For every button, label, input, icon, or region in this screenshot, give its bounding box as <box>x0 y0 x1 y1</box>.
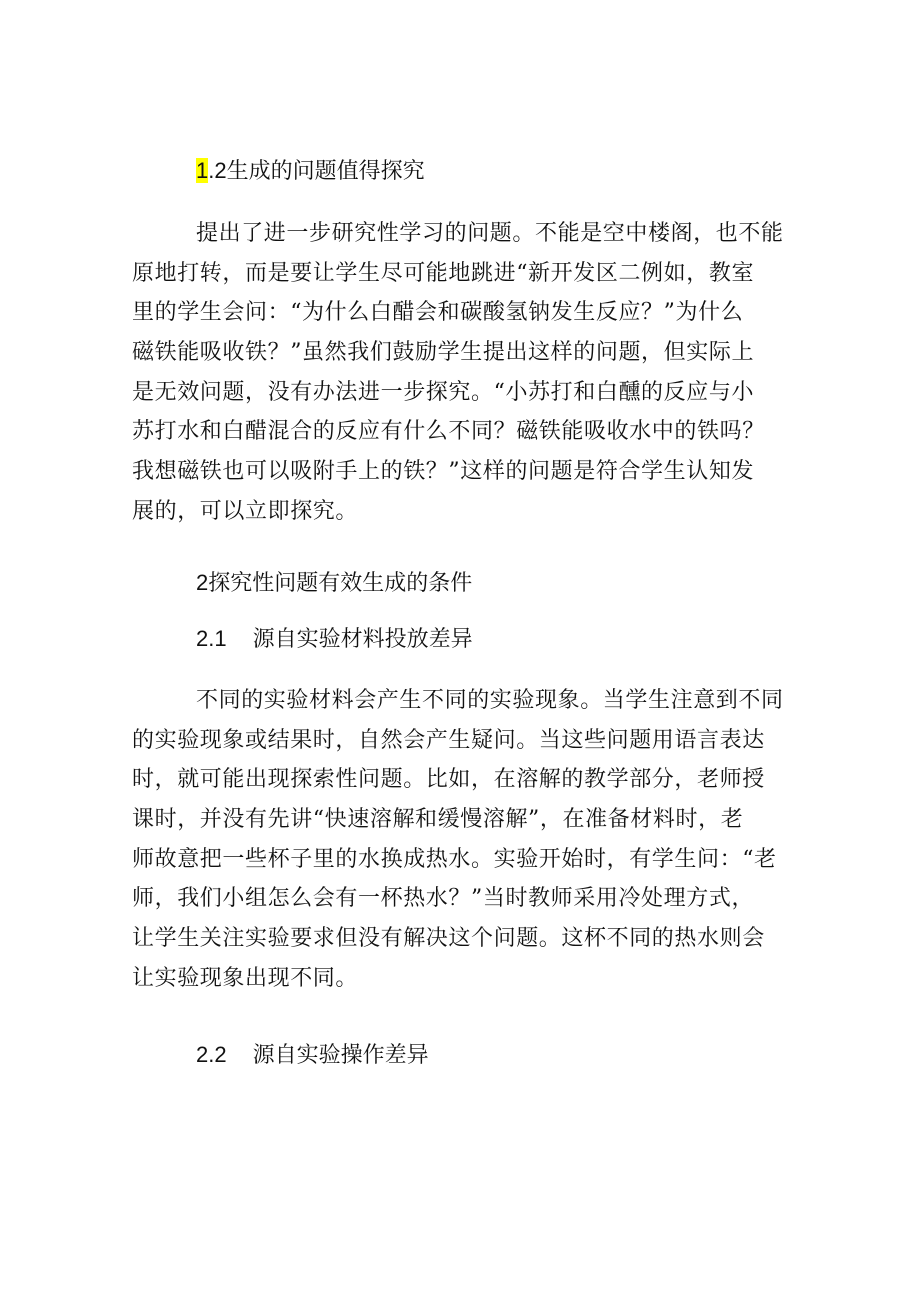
paragraph-line: 提出了进一步研究性学习的问题。不能是空中楼阁，也不能 <box>196 221 784 246</box>
paragraph-line: 苏打水和白醋混合的反应有什么不同？磁铁能吸收水中的铁吗？ <box>132 419 765 445</box>
paragraph-line: 我想磁铁也可以吸附手上的铁？”这样的问题是符合学生认知发 <box>132 459 755 485</box>
paragraph-line: 时，就可能出现探索性问题。比如，在溶解的教学部分，老师授 <box>132 767 765 793</box>
highlighted-number: 1 <box>196 158 209 183</box>
paragraph-line: 让学生关注实验要求但没有解决这个问题。这杯不同的热水则会 <box>132 926 765 952</box>
paragraph-line: 师故意把一些杯子里的水换成热水。实验开始时，有学生问：“老 <box>132 846 777 872</box>
paragraph-line: 展的，可以立即探究。 <box>132 498 359 524</box>
section-title: 源自实验材料投放差异 <box>252 627 473 652</box>
paragraph-1 <box>132 214 800 532</box>
section-title: 源自实验操作差异 <box>252 1043 429 1068</box>
section-heading-2 <box>196 563 472 603</box>
paragraph-line: 不同的实验材料会产生不同的实验现象。当学生注意到不同 <box>196 688 784 713</box>
paragraph-line: 师，我们小组怎么会有一杯热水？”当时教师采用冷处理方式， <box>132 886 755 912</box>
section-number: .2 <box>208 158 227 183</box>
section-number: 2 <box>196 570 209 595</box>
paragraph-line: 课时，并没有先讲“快速溶解和缓慢溶解”，在准备材料时，老 <box>132 807 744 833</box>
paragraph-2 <box>132 681 800 999</box>
paragraph-line: 原地打转，而是要让学生尽可能地跳进“新开发区二例如，教室 <box>132 260 755 286</box>
paragraph-line: 让实验现象出现不同。 <box>132 965 359 991</box>
section-heading-2-2 <box>196 1035 429 1075</box>
paragraph-line: 里的学生会问：“为什么白醋会和碳酸氢钠发生反应？”为什么 <box>132 300 744 326</box>
paragraph-line: 的实验现象或结果时，自然会产生疑问。当这些问题用语言表达 <box>132 727 765 753</box>
section-title: 生成的问题值得探究 <box>226 159 425 184</box>
section-number: 2.1 <box>196 626 227 651</box>
section-heading-1-2 <box>196 151 425 191</box>
section-heading-2-1 <box>196 619 473 659</box>
section-title: 探究性问题有效生成的条件 <box>208 571 473 596</box>
paragraph-line: 是无效问题，没有办法进一步探究。“小苏打和白醺的反应与小 <box>132 379 755 405</box>
paragraph-line: 磁铁能吸收铁？”虽然我们鼓励学生提出这样的问题，但实际上 <box>132 340 755 366</box>
section-number: 2.2 <box>196 1042 227 1067</box>
